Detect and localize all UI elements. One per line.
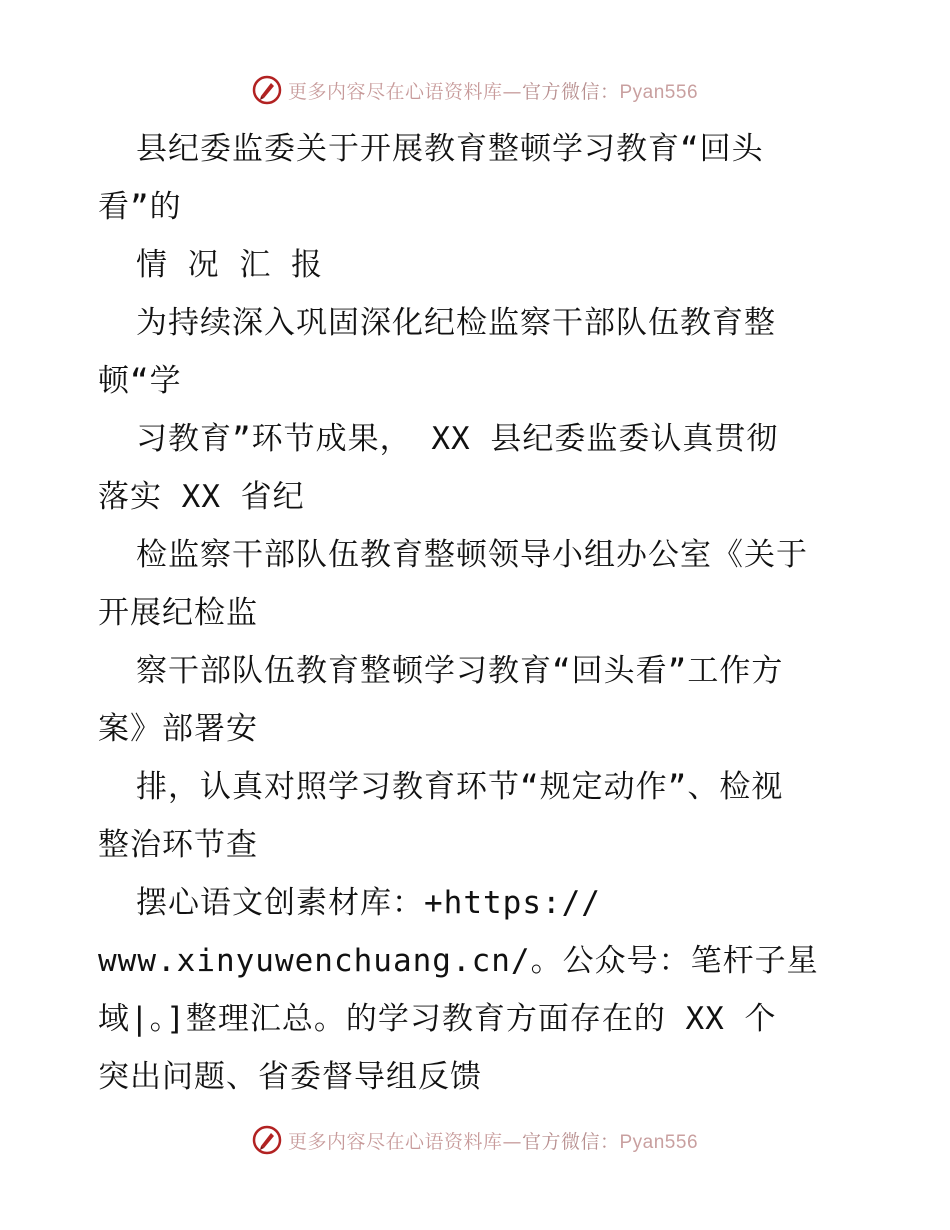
- body-line: www.xinyuwenchuang.cn/。公众号：笔杆子星: [98, 943, 819, 979]
- body-line: 顿“学: [98, 363, 182, 399]
- footer-banner-text: [288, 1127, 698, 1154]
- footer-banner-title: 更多内容尽在心语资料库: [287, 1130, 503, 1153]
- footer-banner: [0, 1120, 950, 1160]
- body-line: 落实 XX 省纪: [98, 479, 305, 515]
- body-line: 整治环节查: [98, 827, 258, 863]
- header-banner-wechat-label: 官方微信：: [521, 80, 620, 103]
- body-line: 排，认真对照学习教育环节“规定动作”、检视: [136, 769, 784, 805]
- body-line: 摆心语文创素材库：+https://: [136, 885, 601, 921]
- pen-logo-icon: [252, 1125, 282, 1155]
- body-line: 察干部队伍教育整顿学习教育“回头看”工作方: [136, 653, 784, 689]
- header-banner-dash: —: [502, 80, 522, 103]
- body-line: 看”的: [98, 189, 182, 225]
- pen-logo-icon: [252, 75, 282, 105]
- header-banner: [0, 70, 950, 110]
- body-line: 检监察干部队伍教育整顿领导小组办公室《关于: [136, 537, 808, 573]
- body-line: 突出问题、省委督导组反馈: [98, 1059, 482, 1095]
- body-line: 开展纪检监: [98, 595, 258, 631]
- body-line: 为持续深入巩固深化纪检监察干部队伍教育整: [136, 305, 776, 341]
- document-body: [98, 120, 858, 1106]
- footer-banner-dash: —: [502, 1130, 522, 1153]
- footer-banner-wechat-label: 官方微信：: [521, 1130, 620, 1153]
- footer-banner-wechat-id: Pyan556: [619, 1131, 699, 1153]
- body-line: 情 况 汇 报: [136, 247, 323, 283]
- body-line: 案》部署安: [98, 711, 258, 747]
- body-line: 县纪委监委关于开展教育整顿学习教育“回头: [136, 131, 764, 167]
- body-line: 习教育”环节成果， XX 县纪委监委认真贯彻: [136, 421, 779, 457]
- header-banner-text: [288, 77, 698, 104]
- body-line: 域|。]整理汇总。的学习教育方面存在的 XX 个: [98, 1001, 777, 1037]
- header-banner-title: 更多内容尽在心语资料库: [287, 80, 503, 103]
- header-banner-wechat-id: Pyan556: [619, 81, 699, 103]
